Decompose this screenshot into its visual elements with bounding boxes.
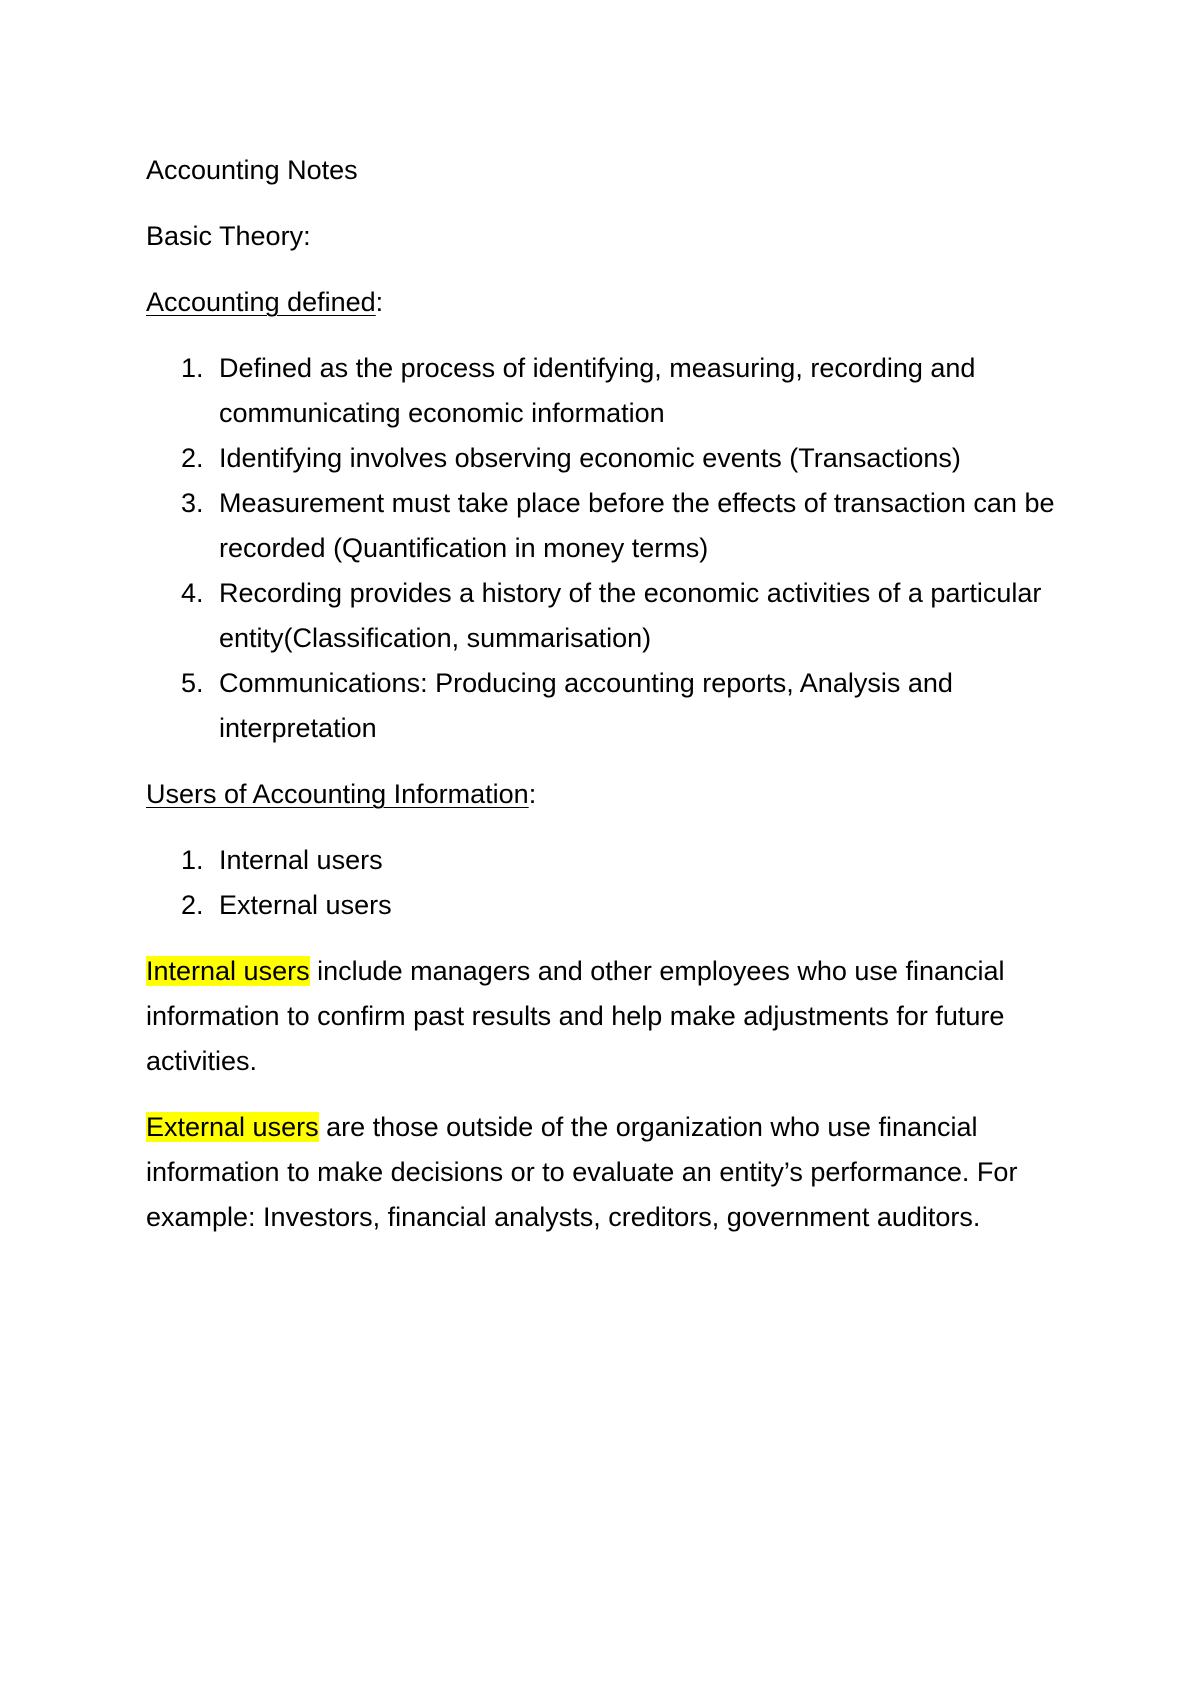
list-item — [146, 571, 1076, 661]
paragraph-text: include managers and other employees who use financial information to confirm past results and help make adjustments for future activities. — [146, 956, 1005, 1076]
list-item-text: External users — [219, 890, 392, 920]
external-users-paragraph — [146, 1105, 1076, 1240]
section-heading-colon: : — [375, 287, 384, 317]
internal-users-paragraph — [146, 949, 1076, 1084]
list-item-text: Defined as the process of identifying, measuring, recording and communicating economic information — [219, 353, 976, 428]
list-item-number: 1. — [181, 353, 204, 383]
list-item-number: 4. — [181, 578, 204, 608]
users-list — [146, 838, 1076, 928]
document-subtitle: Basic Theory: — [146, 221, 311, 251]
list-item-number: 1. — [181, 845, 204, 875]
highlighted-term: Internal users — [146, 956, 310, 986]
section-heading-users — [146, 772, 1076, 817]
list-item-text: Recording provides a history of the economic activities of a particular entity(Classification, summarisation) — [219, 578, 1042, 653]
list-item — [146, 436, 1076, 481]
list-item-text: Identifying involves observing economic events (Transactions) — [219, 443, 961, 473]
list-item-number: 2. — [181, 443, 204, 473]
list-item-number: 3. — [181, 488, 204, 518]
list-item-text: Measurement must take place before the effects of transaction can be recorded (Quantification in money terms) — [219, 488, 1055, 563]
list-item-number: 2. — [181, 890, 204, 920]
section-heading-text: Accounting defined — [146, 287, 376, 317]
list-item — [146, 883, 1076, 928]
highlighted-term: External users — [146, 1112, 319, 1142]
section-heading-colon: : — [528, 779, 537, 809]
accounting-defined-list — [146, 346, 1076, 751]
list-item — [146, 838, 1076, 883]
list-item — [146, 346, 1076, 436]
document-body — [146, 148, 1076, 1261]
list-item-text: Internal users — [219, 845, 383, 875]
list-item — [146, 481, 1076, 571]
paragraph-text: are those outside of the organization who use financial information to make decisions or to evaluate an entity’s performance. For example: Investors, financial analysts, creditors, government auditors. — [146, 1112, 1018, 1232]
section-heading-accounting-defined — [146, 280, 1076, 325]
list-item-number: 5. — [181, 668, 204, 698]
document-title: Accounting Notes — [146, 155, 358, 185]
list-item-text: Communications: Producing accounting reports, Analysis and interpretation — [219, 668, 953, 743]
section-heading-text: Users of Accounting Information — [146, 779, 529, 809]
list-item — [146, 661, 1076, 751]
